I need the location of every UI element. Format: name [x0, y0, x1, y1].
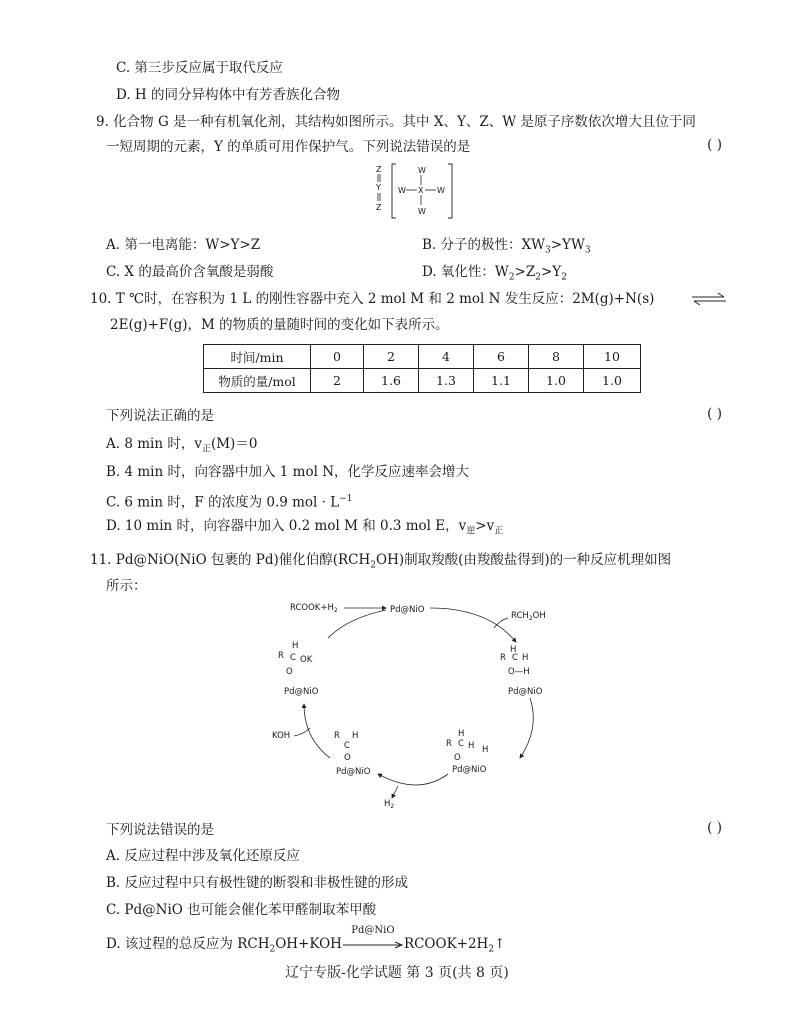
label-o: O	[344, 753, 351, 763]
label-h: H	[352, 731, 359, 741]
label-h: H	[482, 745, 489, 755]
q11-option-b: B. 反应过程中只有极性键的断裂和非极性键的形成	[106, 875, 409, 891]
prev-option-d: D. H 的同分异构体中有芳香族化合物	[116, 87, 340, 103]
q11-option-c: C. Pd@NiO 也可能会催化苯甲醛制取苯甲酸	[106, 902, 377, 918]
label-c: C	[512, 653, 518, 663]
q9-w-bottom: W	[418, 207, 426, 216]
q9-stem-line2: 一短周期的元素，Y 的单质可用作保护气。下列说法错误的是	[106, 139, 471, 155]
table-cell: 时间/min	[204, 345, 311, 369]
q10-option-c: C. 6 min 时，F 的浓度为 0.9 mol · $L^{-1}$	[106, 494, 353, 511]
q9-w-left: W	[398, 186, 406, 195]
label-r: R	[334, 731, 340, 741]
label-h: H	[522, 653, 529, 663]
q9-option-b: B. 分子的极性：$XW_3>YW_3$	[422, 237, 591, 256]
label-h: H	[292, 641, 299, 651]
table-cell: 2	[311, 369, 364, 393]
label-c: C	[344, 741, 350, 751]
q11-stem-line2: 所示：	[106, 578, 147, 594]
table-cell: 0	[311, 345, 364, 369]
equilibrium-arrow-icon	[690, 292, 728, 306]
label-rcook-h2: $RCOOK+H_2$	[290, 603, 338, 614]
label-o: O	[454, 753, 461, 763]
q9-structure-diagram	[368, 160, 468, 222]
q11-mechanism-diagram	[268, 598, 568, 808]
label-r: R	[278, 651, 284, 661]
label-pd-nio-right2: Pd@NiO	[452, 765, 487, 775]
table-cell: 物质的量/mol	[204, 369, 311, 393]
label-h: H	[468, 741, 475, 751]
label-r: R	[500, 653, 506, 663]
label-pd-nio-left2: Pd@NiO	[336, 767, 371, 777]
q9-z-bottom: Z	[376, 203, 382, 212]
page-footer: 辽宁专版-化学试题 第 3 页(共 8 页)	[285, 965, 509, 981]
q10-option-b: B. 4 min 时，向容器中加入 1 mol N，化学反应速率会增大	[106, 464, 470, 480]
q10-data-table	[203, 344, 641, 393]
q9-stem-line1: 9. 化合物 G 是一种有机氧化剂，其结构如图所示。其中 X、Y、Z、W 是原子序数依次增大且位于同	[96, 114, 696, 130]
table-cell: 2	[364, 345, 419, 369]
q11-answer-bracket: ( )	[707, 820, 722, 836]
table-cell: 1.1	[474, 369, 529, 393]
q10-stem-line2: 2E(g)+F(g)，M 的物质的量随时间的变化如下表所示。	[110, 317, 449, 333]
label-c: C	[458, 739, 464, 749]
label-h: H	[510, 645, 517, 655]
label-ok: OK	[300, 655, 313, 665]
label-rch2oh: $RCH_2OH$	[511, 611, 546, 622]
table-cell: 6	[474, 345, 529, 369]
label-oh: O—H	[508, 667, 530, 677]
table-cell: 1.3	[419, 369, 474, 393]
q11-ask: 下列说法错误的是	[106, 822, 214, 838]
table-cell: 1.0	[529, 369, 584, 393]
table-row	[204, 345, 641, 369]
prev-option-c: C. 第三步反应属于取代反应	[116, 60, 283, 76]
table-cell: 1.6	[364, 369, 419, 393]
q11-option-a: A. 反应过程中涉及氧化还原反应	[106, 848, 300, 864]
q10-stem-line1: 10. T ℃时，在容积为 1 L 的刚性容器中充入 2 mol M 和 2 mol N 发生反应：2M(g)+N(s)	[90, 291, 655, 307]
q10-option-d: D. 10 min 时，向容器中加入 0.2 mol M 和 0.3 mol E，$v_逆>v_正$	[106, 518, 504, 537]
table-cell: 1.0	[584, 369, 641, 393]
label-c: C	[290, 653, 296, 663]
label-pd-nio-left1: Pd@NiO	[284, 687, 319, 697]
q10-ask: 下列说法正确的是	[106, 408, 214, 424]
table-cell: 8	[529, 345, 584, 369]
label-o: O	[286, 667, 293, 677]
label-pd-nio-top: Pd@NiO	[390, 605, 425, 615]
q9-x: X	[418, 186, 424, 195]
q11-option-d: D. 该过程的总反应为 $RCH_2OH+KOH$ Pd@NiO $RCOOK+2H_2↑$	[106, 924, 506, 955]
q11-stem-line1: 11. Pd@NiO(NiO 包裹的 Pd)催化伯醇$(RCH_2OH)$制取羧酸(由羧酸盐得到)的一种反应机理如图	[90, 552, 672, 571]
q9-answer-bracket: ( )	[707, 137, 722, 153]
q10-option-a: A. 8 min 时，$v_正(M)=0$	[106, 436, 258, 455]
label-koh: KOH	[272, 731, 291, 741]
q9-z-top: Z	[376, 165, 382, 174]
reaction-arrow: Pd@NiO	[342, 935, 404, 955]
q9-option-a: A. 第一电离能：W>Y>Z	[106, 237, 261, 253]
table-cell: 4	[419, 345, 474, 369]
q9-w-right: W	[437, 186, 445, 195]
q10-answer-bracket: ( )	[707, 406, 722, 422]
q9-option-d: D. 氧化性：$W_2>Z_2>Y_2$	[422, 264, 567, 283]
q9-w-top: W	[418, 166, 426, 175]
table-cell: 10	[584, 345, 641, 369]
table-row	[204, 369, 641, 393]
label-h2: $H_2$	[384, 799, 395, 808]
label-r: R	[446, 739, 452, 749]
q9-option-c: C. X 的最高价含氧酸是弱酸	[106, 264, 274, 280]
label-pd-nio-right1: Pd@NiO	[508, 687, 543, 697]
q9-y: Y	[376, 183, 381, 192]
reaction-arrow-icon	[342, 941, 404, 949]
label-h: H	[458, 729, 465, 739]
